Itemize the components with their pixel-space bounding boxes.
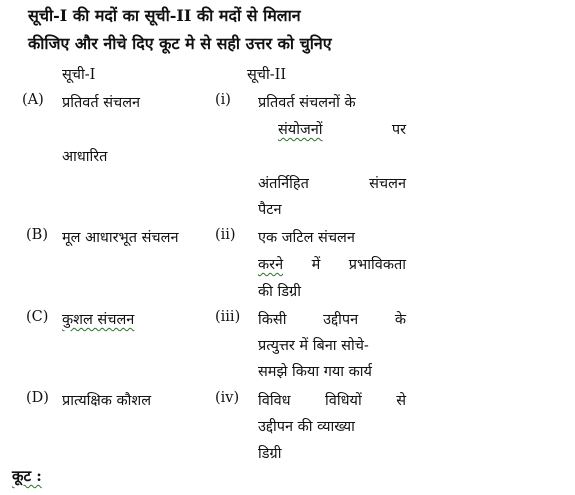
match-word: संयोजनों — [278, 122, 323, 138]
match-word: उद्दीपन — [323, 312, 359, 328]
row-d-item: प्रात्यक्षिक कौशल — [62, 393, 152, 409]
row-b-label: (B) — [26, 227, 48, 243]
row-d-match-line-1 — [258, 390, 406, 410]
match-word: पर — [391, 122, 406, 138]
match-word: संचलन — [369, 176, 406, 192]
row-d-match-line-3: डिग्री — [258, 446, 282, 462]
row-c-match-line-2: प्रत्युत्तर में बिना सोचे- — [258, 338, 369, 354]
row-a-item: प्रतिवर्त संचलन — [62, 95, 141, 111]
match-word: में — [311, 257, 321, 273]
row-c-label: (C) — [26, 309, 49, 325]
row-a-match-line-3 — [258, 173, 406, 193]
row-a-match-line-4: पैटन — [258, 202, 282, 218]
match-word: अंतर्निहित — [258, 176, 309, 192]
match-word: प्रभाविकता — [348, 257, 406, 273]
row-d-label: (D) — [26, 390, 49, 406]
match-word: से — [396, 393, 406, 409]
row-d-match-line-2: उद्दीपन की व्याख्या — [258, 419, 355, 435]
list-1-header: सूची-I — [62, 67, 96, 83]
row-c-match-line-3: समझे किया गया कार्य — [258, 364, 372, 380]
question-line-2: कीजिए और नीचे दिए कूट मे से सही उत्तर को चुनिए — [28, 34, 332, 53]
row-b-match-line-2 — [258, 254, 406, 274]
row-d-number: (iv) — [215, 390, 240, 406]
list-2-header: सूची-II — [247, 67, 287, 83]
row-a-number: (i) — [215, 92, 231, 108]
row-a-item-cont: आधारित — [62, 149, 108, 165]
match-word: किसी — [258, 312, 287, 328]
row-a-match-line-1: प्रतिवर्त संचलनों के — [258, 95, 356, 111]
match-word: के — [394, 312, 406, 328]
row-b-match-line-1: एक जटिल संचलन — [258, 230, 355, 246]
match-word: करने — [258, 257, 284, 273]
row-c-match-line-1 — [258, 309, 406, 329]
match-word: विविध — [258, 393, 291, 409]
row-b-number: (ii) — [215, 227, 236, 243]
row-c-item: कुशल संचलन — [62, 312, 135, 328]
answer-key-label: कूट : — [12, 467, 42, 485]
row-b-match-line-3: की डिग्री — [258, 284, 301, 300]
question-line-1: सूची-I की मदों का सूची-II की मदों से मिलान — [28, 6, 301, 25]
row-a-label: (A) — [22, 92, 44, 108]
row-b-item: मूल आधारभूत संचलन — [62, 230, 179, 246]
match-word: विधियों — [325, 393, 362, 409]
row-a-match-line-2 — [278, 119, 406, 139]
row-c-number: (iii) — [215, 309, 241, 325]
